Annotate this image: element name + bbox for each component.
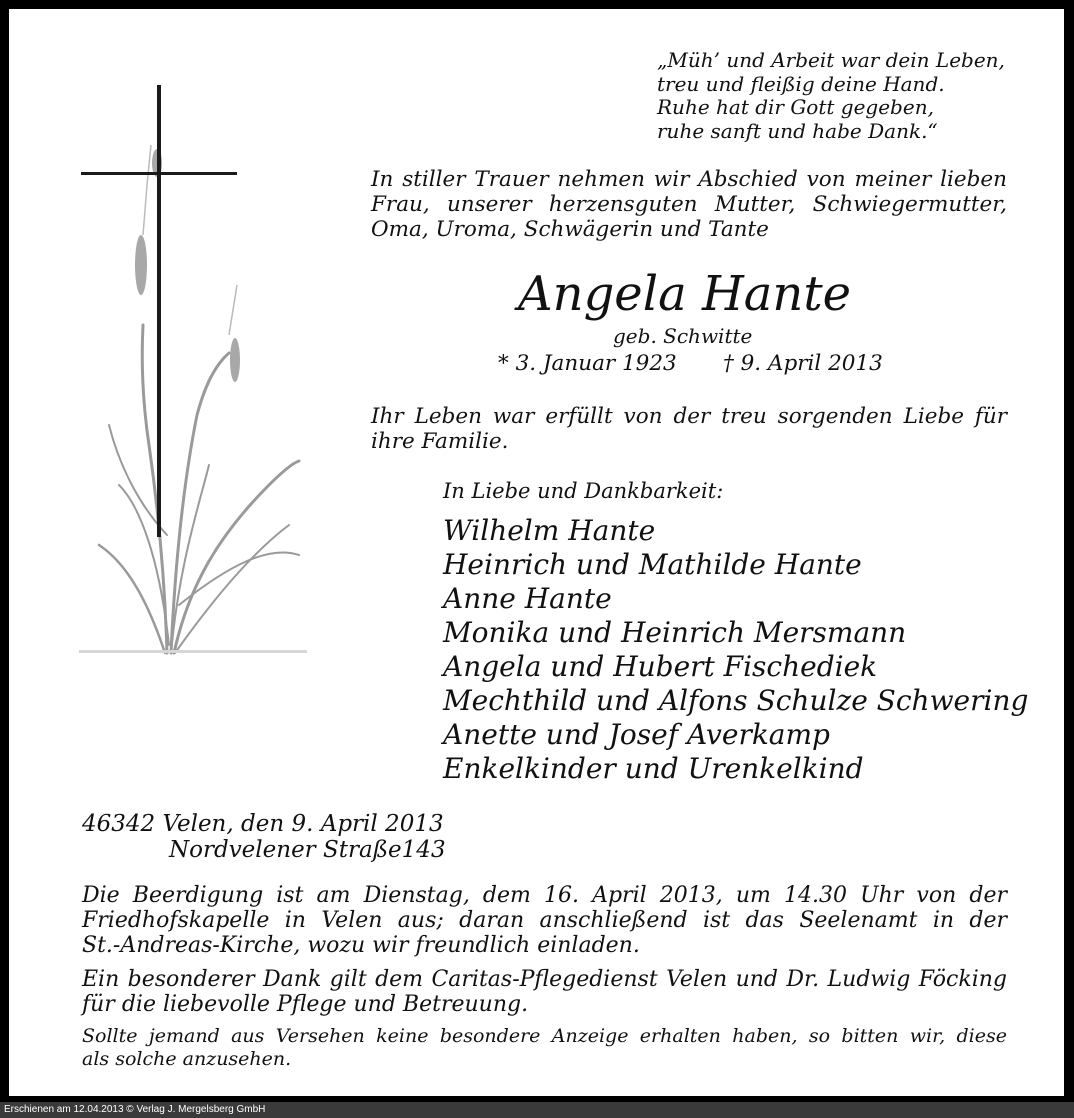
death-date: † 9. April 2013 <box>723 351 883 376</box>
quote-line: treu und fleißig deine Hand. <box>657 71 945 96</box>
funeral-line: Friedhofskapelle in Velen aus; daran anschließend ist das Seelenamt in der <box>82 908 1007 933</box>
notice-line: Sollte jemand aus Versehen keine besondere Anzeige erhalten haben, so bitten wir, diese <box>82 1025 1007 1047</box>
intro-line: Oma, Uroma, Schwägerin und Tante <box>371 217 769 242</box>
epitaph-quote <box>657 49 1005 143</box>
street-address: Nordvelener Straße143 <box>169 837 446 863</box>
quote-line: „Müh’ und Arbeit war dein Leben, <box>657 48 1005 72</box>
notice-text <box>82 1025 1007 1071</box>
quote-line: Ruhe hat dir Gott gegeben, <box>657 95 934 119</box>
funeral-info <box>82 883 1007 958</box>
mourner-name: Monika und Heinrich Mersmann <box>443 616 907 649</box>
mourner-name: Anne Hante <box>443 582 612 615</box>
intro-line: In stiller Trauer nehmen wir Abschied von meiner lieben <box>371 167 1007 192</box>
maiden-name: geb. Schwitte <box>613 324 753 348</box>
mourners-list <box>443 514 1028 786</box>
life-text <box>371 404 1007 454</box>
funeral-line: Die Beerdigung ist am Dienstag, dem 16. April 2013, um 14.30 Uhr von der <box>82 883 1007 908</box>
mourner-name: Mechthild und Alfons Schulze Schwering <box>443 684 1029 717</box>
thanks-heading: In Liebe und Dankbarkeit: <box>443 479 724 503</box>
special-thanks <box>82 967 1007 1017</box>
place-date: 46342 Velen, den 9. April 2013 <box>82 811 444 837</box>
mourner-name: Angela und Hubert Fischediek <box>443 650 878 683</box>
mourner-name: Anette und Josef Averkamp <box>443 718 830 751</box>
thanks-line: für die liebevolle Pflege und Betreuung. <box>82 992 529 1017</box>
thanks-line: Ein besonderer Dank gilt dem Caritas-Pflegedienst Velen und Dr. Ludwig Föcking <box>82 967 1007 992</box>
mourner-name: Wilhelm Hante <box>443 514 656 547</box>
publication-footer <box>0 1102 1074 1118</box>
notice-line: als solche anzusehen. <box>82 1048 292 1070</box>
quote-line: ruhe sanft und habe Dank.“ <box>657 118 938 143</box>
deceased-name: Angela Hante <box>518 266 852 322</box>
footer-text: Erschienen am 12.04.2013 © Verlag J. Mergelsberg GmbH <box>4 1104 266 1115</box>
intro-text <box>371 167 1007 242</box>
intro-line: Frau, unserer herzensguten Mutter, Schwiegermutter, <box>371 192 1007 217</box>
cross-with-grain-icon <box>79 85 307 657</box>
life-line: ihre Familie. <box>371 429 509 454</box>
mourner-name: Enkelkinder und Urenkelkind <box>443 752 864 785</box>
birth-date: * 3. Januar 1923 <box>498 351 677 376</box>
life-line: Ihr Leben war erfüllt von der treu sorgenden Liebe für <box>371 404 1007 429</box>
funeral-line: St.-Andreas-Kirche, wozu wir freundlich einladen. <box>82 933 640 958</box>
mourner-name: Heinrich und Mathilde Hante <box>443 548 862 581</box>
